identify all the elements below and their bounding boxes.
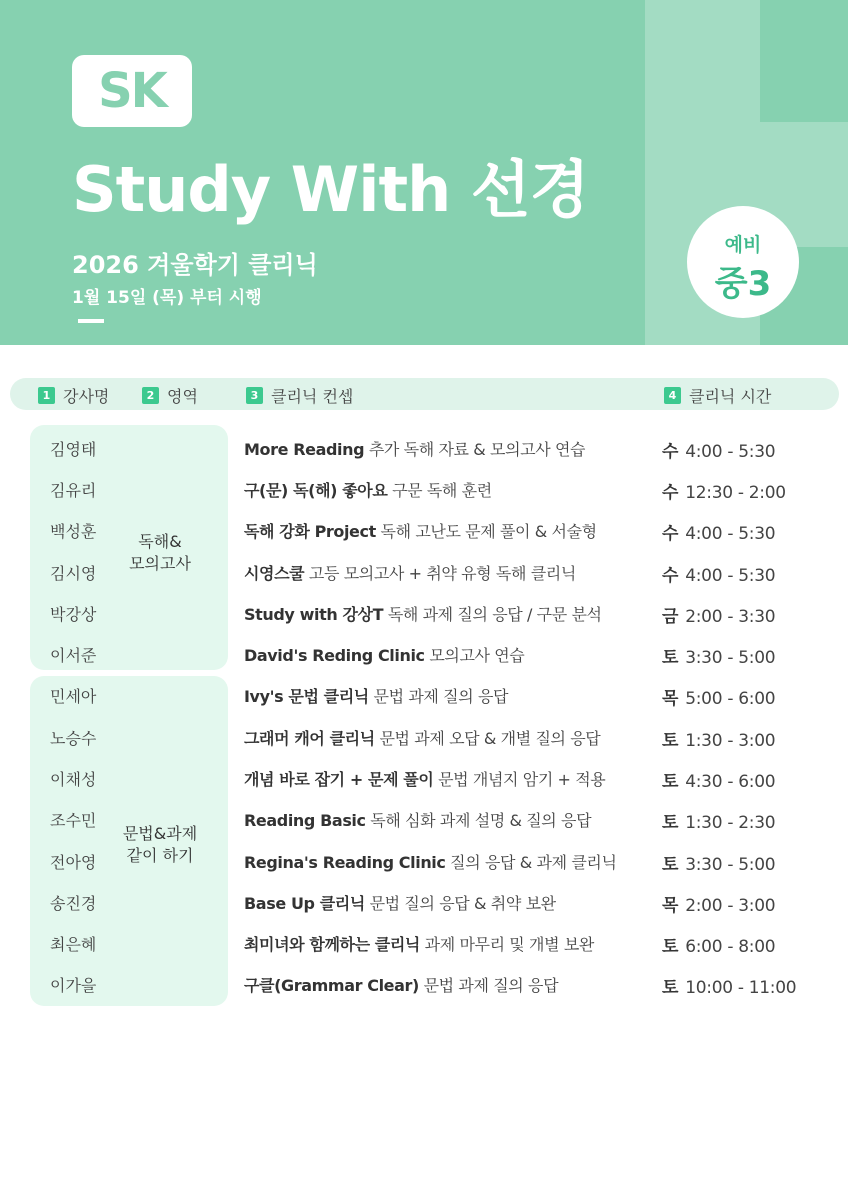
teacher-name: 김시영 [50,564,97,583]
clinic-description: 문법 과제 질의 응답 [373,687,509,706]
clinic-hours: 6:00 - 8:00 [685,937,776,957]
clinic-description: 고등 모의고사 + 취약 유형 독해 클리닉 [308,564,576,583]
table-row [0,427,848,468]
column-label: 클리닉 컨셉 [271,387,354,406]
clinic-day: 토 [662,813,679,833]
column-label: 영역 [167,387,198,406]
table-row [0,963,848,1004]
grade-badge-bottom: 중3 [714,264,772,304]
clinic-concept [244,973,558,996]
table-row [0,716,848,757]
clinic-description: 문법 과제 질의 응답 [423,976,559,995]
teacher-name: 박강상 [50,605,97,624]
clinic-time [662,808,775,833]
clinic-title: 개념 바로 잡기 + 문제 풀이 [244,770,434,789]
clinic-concept [244,767,605,790]
clinic-description: 문법 과제 오답 & 개별 질의 응답 [379,729,601,748]
table-row [0,633,848,674]
area-label-line: 독해& [138,532,182,551]
column-header-area [142,384,198,407]
table-row [0,840,848,881]
clinic-day: 토 [662,772,679,792]
clinic-concept [244,684,508,707]
table-row [0,592,848,633]
column-header-bar [10,378,839,410]
clinic-time [662,684,775,709]
teacher-name: 조수민 [50,811,97,830]
clinic-day: 수 [662,524,679,544]
clinic-hours: 3:30 - 5:00 [685,855,776,875]
teacher-name: 김영태 [50,440,97,459]
clinic-day: 금 [662,607,679,627]
table-row [0,798,848,839]
clinic-hours: 4:30 - 6:00 [685,772,776,792]
column-label: 강사명 [63,387,110,406]
clinic-title: 독해 강화 Project [244,522,376,541]
clinic-hours: 4:00 - 5:30 [685,442,776,462]
table-row [0,509,848,550]
clinic-day: 수 [662,483,679,503]
table-row [0,674,848,715]
grade-badge-top: 예비 [724,234,762,256]
clinic-day: 토 [662,648,679,668]
clinic-description: 문법 개념지 암기 + 적용 [438,770,606,789]
clinic-description: 구문 독해 훈련 [392,481,492,500]
clinic-description: 문법 질의 응답 & 취약 보완 [369,894,556,913]
clinic-hours: 10:00 - 11:00 [685,978,797,998]
clinic-title: 구클(Grammar Clear) [244,976,419,995]
table-row [0,551,848,592]
clinic-description: 질의 응답 & 과제 클리닉 [450,853,617,872]
clinic-description: 추가 독해 자료 & 모의고사 연습 [368,440,586,459]
clinic-title: Ivy's 문법 클리닉 [244,687,369,706]
clinic-concept [244,643,524,666]
clinic-hours: 1:30 - 2:30 [685,813,776,833]
start-date: 1월 15일 (목) 부터 시행 [72,288,262,308]
clinic-title: 그래머 캐어 클리닉 [244,729,375,748]
teacher-name: 최은혜 [50,935,97,954]
column-header-teacher [38,384,109,407]
clinic-description: 독해 과제 질의 응답 / 구문 분석 [387,605,602,624]
clinic-time [662,602,775,627]
clinic-concept [244,478,492,501]
clinic-hours: 4:00 - 5:30 [685,566,776,586]
table-row [0,922,848,963]
teacher-name: 민세아 [50,687,97,706]
page-title: Study With 선경 [72,153,589,226]
column-number-badge: 1 [38,387,55,404]
clinic-day: 토 [662,978,679,998]
clinic-time [662,850,775,875]
page-subtitle: 2026 겨울학기 클리닉 [72,251,318,279]
clinic-time [662,932,775,957]
column-number-badge: 2 [142,387,159,404]
header-banner [0,0,848,345]
clinic-description: 독해 심화 과제 설명 & 질의 응답 [370,811,592,830]
clinic-concept [244,850,617,873]
column-number-badge: 3 [246,387,263,404]
teacher-name: 전아영 [50,853,97,872]
clinic-description: 독해 고난도 문제 풀이 & 서술형 [380,522,597,541]
clinic-hours: 12:30 - 2:00 [685,483,786,503]
area-label-line: 모의고사 [129,554,191,573]
clinic-title: Regina's Reading Clinic [244,853,446,872]
clinic-time [662,561,775,586]
clinic-title: Study with 강상T [244,605,384,624]
clinic-concept [244,561,576,584]
clinic-day: 토 [662,855,679,875]
teacher-name: 노승수 [50,729,97,748]
grade-badge [687,206,799,318]
teacher-name: 이가을 [50,976,97,995]
clinic-title: More Reading [244,440,365,459]
clinic-hours: 3:30 - 5:00 [685,648,776,668]
column-number-badge: 4 [664,387,681,404]
teacher-name: 송진경 [50,894,97,913]
clinic-day: 토 [662,937,679,957]
clinic-title: 시영스쿨 [244,564,305,583]
teacher-name: 이서준 [50,646,97,665]
table-row [0,468,848,509]
clinic-hours: 5:00 - 6:00 [685,689,776,709]
clinic-concept [244,437,585,460]
clinic-concept [244,726,600,749]
clinic-description: 과제 마무리 및 개별 보완 [424,935,594,954]
clinic-concept [244,891,556,914]
clinic-hours: 2:00 - 3:30 [685,607,776,627]
clinic-day: 수 [662,566,679,586]
clinic-description: 모의고사 연습 [429,646,525,665]
clinic-hours: 4:00 - 5:30 [685,524,776,544]
clinic-day: 토 [662,731,679,751]
clinic-time [662,973,796,998]
logo-text: SK [98,63,166,119]
clinic-time [662,519,775,544]
clinic-title: David's Reding Clinic [244,646,425,665]
clinic-hours: 1:30 - 3:00 [685,731,776,751]
clinic-time [662,478,786,503]
clinic-time [662,767,775,792]
clinic-title: 구(문) 독(해) 좋아요 [244,481,388,500]
teacher-name: 백성훈 [50,522,97,541]
clinic-concept [244,602,602,625]
clinic-day: 목 [662,896,679,916]
clinic-day: 수 [662,442,679,462]
clinic-day: 목 [662,689,679,709]
table-row [0,881,848,922]
column-header-concept [246,384,353,407]
divider-dash [78,319,104,323]
clinic-title: Base Up 클리닉 [244,894,365,913]
clinic-title: Reading Basic [244,811,366,830]
teacher-name: 이채성 [50,770,97,789]
teacher-name: 김유리 [50,481,97,500]
clinic-title: 최미녀와 함께하는 클리닉 [244,935,420,954]
column-label: 클리닉 시간 [689,387,772,406]
clinic-concept [244,932,594,955]
clinic-hours: 2:00 - 3:00 [685,896,776,916]
clinic-time [662,726,775,751]
clinic-time [662,891,775,916]
table-row [0,757,848,798]
clinic-concept [244,519,597,542]
column-header-time [664,384,771,407]
area-label-line: 같이 하기 [126,846,194,865]
area-label-line: 문법&과제 [122,824,198,843]
clinic-time [662,437,775,462]
clinic-time [662,643,775,668]
sk-logo [72,55,192,127]
clinic-concept [244,808,591,831]
